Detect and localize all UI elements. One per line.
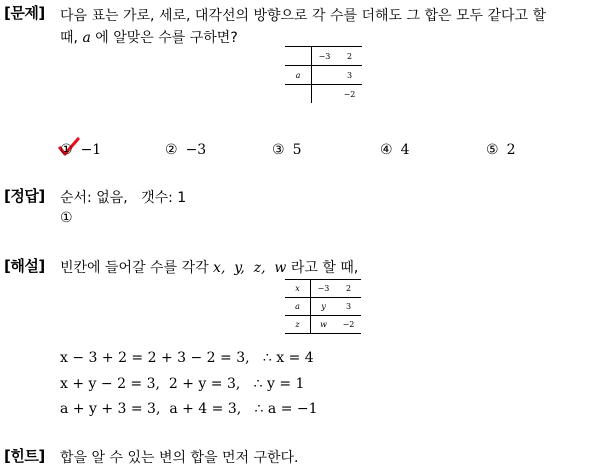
explanation-cell: 2 <box>336 280 361 298</box>
hint-text: 합을 알 수 있는 변의 합을 먼저 구한다. <box>60 450 299 466</box>
problem-cell: a <box>285 66 312 85</box>
equation-3: a + y + 3 = 3, a + 4 = 3, ∴ a = −1 <box>60 401 318 417</box>
explanation-cell: −3 <box>311 280 337 298</box>
hint-tag: [힌트] <box>4 447 45 465</box>
choice-5[interactable]: ⑤ 2 <box>486 142 516 158</box>
explanation-table <box>285 279 361 334</box>
equation-2: x + y − 2 = 3, 2 + y = 3, ∴ y = 1 <box>60 376 305 392</box>
choice-3[interactable]: ③ 5 <box>272 142 302 158</box>
explanation-cell: w <box>311 316 337 334</box>
equation-1: x − 3 + 2 = 2 + 3 − 2 = 3, ∴ x = 4 <box>60 350 314 366</box>
explanation-intro: 빈칸에 들어갈 수를 각각 x, y, z, w 라고 할 때, <box>60 260 359 276</box>
explanation-tag: [해설] <box>4 257 45 275</box>
problem-text-line2: 때, a 에 알맞은 수를 구하면? <box>60 30 238 46</box>
explanation-cell: x <box>285 280 311 298</box>
problem-cell <box>312 66 338 85</box>
problem-cell <box>285 47 312 66</box>
problem-tag: [문제] <box>4 4 45 22</box>
problem-table <box>285 46 362 103</box>
answer-tag: [정답] <box>4 187 45 205</box>
problem-text-line1: 다음 표는 가로, 세로, 대각선의 방향으로 각 수를 더해도 그 합은 모두 같다고 할 <box>60 8 546 24</box>
problem-cell: 3 <box>337 66 362 85</box>
choice-2[interactable]: ② −3 <box>165 142 207 158</box>
answer-choice: ① <box>60 210 73 226</box>
explanation-cell: y <box>311 298 337 316</box>
problem-cell <box>285 85 312 104</box>
explanation-cell: z <box>285 316 311 334</box>
problem-cell: −3 <box>312 47 338 66</box>
choice-1[interactable]: ① −1 <box>60 142 102 158</box>
answer-order-count: 순서: 없음, 갯수: 1 <box>60 190 187 206</box>
problem-cell: −2 <box>343 89 356 99</box>
explanation-cell: −2 <box>336 316 361 334</box>
explanation-cell: a <box>285 298 311 316</box>
problem-cell: 2 <box>337 47 362 66</box>
problem-cell <box>312 85 338 104</box>
explanation-cell: 3 <box>336 298 361 316</box>
choice-4[interactable]: ④ 4 <box>380 142 410 158</box>
